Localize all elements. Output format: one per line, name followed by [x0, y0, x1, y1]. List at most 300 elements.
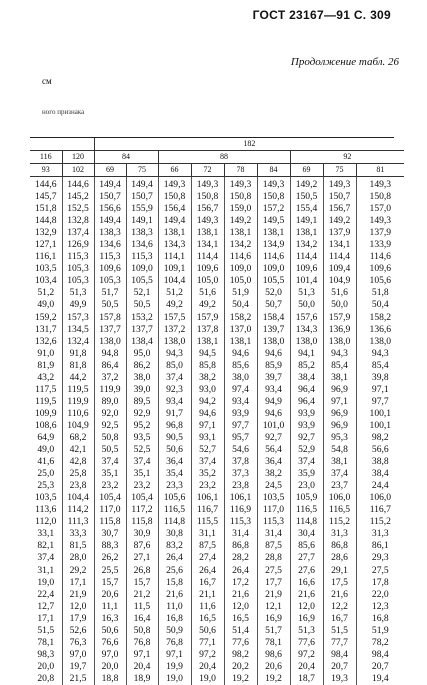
table-cell: 30,4 — [290, 528, 323, 540]
table-cell: 138,1 — [224, 227, 257, 239]
table-cell: 15,8 — [158, 577, 191, 589]
table-cell: 149,1 — [126, 215, 158, 227]
table-cell: 20,0 — [30, 661, 62, 673]
table-cell: 81,8 — [62, 360, 94, 372]
table-row — [30, 625, 404, 637]
table-cell: 96,8 — [158, 420, 191, 432]
table-cell: 97,1 — [371, 383, 389, 395]
header-sub-cell: 93 — [30, 164, 62, 177]
table-row — [30, 360, 404, 372]
table-cell: 51,2 — [30, 287, 62, 299]
table-cell: 87,6 — [126, 540, 158, 552]
table-cell: 134,2 — [224, 239, 257, 251]
table-cell: 18,9 — [126, 673, 158, 685]
table-cell: 35,9 — [290, 468, 323, 480]
table-cell: 95,2 — [126, 420, 158, 432]
table-cell: 85,0 — [158, 360, 191, 372]
table-cell: 51,8 — [371, 287, 389, 299]
table-cell: 110,6 — [62, 408, 94, 420]
table-cell: 109,6 — [290, 263, 323, 275]
table-cell: 51,3 — [290, 287, 323, 299]
table-cell: 155,9 — [126, 203, 158, 215]
table-cell: 50,6 — [94, 625, 126, 637]
table-cell: 103,4 — [30, 275, 62, 287]
table-cell: 31,3 — [323, 528, 356, 540]
table-cell: 157,5 — [158, 312, 191, 324]
table-cell: 20,6 — [257, 661, 290, 673]
table-cell: 31,1 — [30, 565, 62, 577]
table-cell: 25,6 — [158, 565, 191, 577]
table-cell: 19,4 — [371, 672, 389, 684]
table-cell: 106,0 — [323, 492, 356, 504]
table-cell: 16,8 — [371, 612, 389, 624]
table-row — [30, 251, 404, 263]
table-cell: 149,2 — [290, 177, 323, 192]
table-cell: 25,5 — [94, 565, 126, 577]
table-cell: 85,4 — [371, 359, 389, 371]
table-cell: 52,1 — [126, 287, 158, 299]
table-row — [30, 468, 404, 480]
table-row — [30, 203, 404, 215]
table-cell: 21,9 — [257, 589, 290, 601]
table-cell: 30,7 — [94, 528, 126, 540]
table-cell: 50,4 — [371, 299, 389, 311]
table-cell: 117,0 — [94, 504, 126, 516]
table-cell: 96,9 — [323, 420, 356, 432]
table-cell: 109,4 — [323, 263, 356, 275]
table-cell: 114,4 — [323, 251, 356, 263]
header-sub-cell: 78 — [224, 164, 257, 177]
table-cell: 137,7 — [94, 324, 126, 336]
table-cell: 49,2 — [191, 299, 224, 311]
table-cell: 78,1 — [30, 637, 62, 649]
table-cell: 138,0 — [323, 336, 356, 348]
table-cell: 93,4 — [257, 384, 290, 396]
table-cell: 56,4 — [257, 444, 290, 456]
table-cell: 29,1 — [323, 565, 356, 577]
table-cell: 24,5 — [257, 480, 290, 492]
table-cell: 43,2 — [30, 372, 62, 384]
table-cell: 115,3 — [224, 516, 257, 528]
table-cell: 149,4 — [94, 177, 126, 192]
table-cell: 116,7 — [369, 504, 391, 516]
table-cell: 51,5 — [323, 625, 356, 637]
table-cell: 114,1 — [158, 251, 191, 263]
table-row — [30, 601, 404, 613]
table-cell: 150,8 — [224, 191, 257, 203]
table-cell: 28,2 — [224, 552, 257, 564]
table-cell: 37,4 — [30, 552, 62, 564]
table-cell: 109,9 — [30, 408, 62, 420]
table-cell: 136,6 — [369, 323, 392, 335]
table-cell: 103,5 — [30, 492, 62, 504]
table-cell: 138,1 — [158, 227, 191, 239]
table-cell: 100,1 — [369, 419, 392, 431]
table-cell: 159,0 — [224, 203, 257, 215]
table-cell: 149,3 — [369, 215, 392, 227]
table-cell: 24,4 — [371, 480, 389, 492]
header-empty-cell — [30, 138, 94, 151]
table-cell: 38,4 — [290, 372, 323, 384]
table-cell: 50,5 — [126, 299, 158, 311]
table-cell: 23,8 — [62, 480, 94, 492]
table-cell: 19,0 — [30, 577, 62, 589]
table-cell: 16,5 — [224, 613, 257, 625]
table-cell: 94,6 — [257, 408, 290, 420]
table-cell: 26,4 — [191, 565, 224, 577]
table-cell: 145,7 — [30, 191, 62, 203]
table-row — [30, 637, 404, 649]
table-cell: 20,4 — [290, 661, 323, 673]
table-cell: 151,8 — [30, 203, 62, 215]
table-cell: 115,3 — [126, 251, 158, 263]
table-cell: 12,1 — [257, 601, 290, 613]
table-cell: 115,3 — [62, 251, 94, 263]
table-cell: 52,6 — [62, 625, 94, 637]
table-cell: 149,4 — [158, 215, 191, 227]
table-cell: 103,5 — [257, 492, 290, 504]
table-cell: 93,5 — [126, 432, 158, 444]
table-cell: 144,6 — [30, 177, 62, 192]
table-cell: 19,0 — [191, 673, 224, 685]
table-cell: 51,4 — [224, 625, 257, 637]
table-cell: 17,1 — [30, 613, 62, 625]
table-cell: 52,0 — [257, 287, 290, 299]
table-cell: 26,4 — [158, 552, 191, 564]
table-cell: 114,6 — [224, 251, 257, 263]
table-cell: 26,2 — [94, 552, 126, 564]
table-cell: 50,8 — [94, 432, 126, 444]
table-cell: 114,8 — [158, 516, 191, 528]
table-cell: 28,0 — [62, 552, 94, 564]
table-cell: 117,5 — [30, 384, 62, 396]
table-cell: 115,8 — [94, 516, 126, 528]
table-row — [30, 504, 404, 516]
table-cell: 77,7 — [323, 637, 356, 649]
table-cell: 50,8 — [126, 625, 158, 637]
table-cell: 38,8 — [371, 456, 389, 468]
table-cell: 86,8 — [323, 540, 356, 552]
table-cell: 134,3 — [290, 324, 323, 336]
table-continuation-label: Продолжение табл. 26 — [290, 56, 399, 68]
table-cell: 94,5 — [191, 348, 224, 360]
table-cell: 139,7 — [257, 324, 290, 336]
table-cell: 25,8 — [62, 468, 94, 480]
table-cell: 94,6 — [191, 408, 224, 420]
table-cell: 138,0 — [369, 335, 392, 347]
table-row — [30, 540, 404, 552]
table-cell: 150,8 — [257, 191, 290, 203]
table-cell: 76,3 — [62, 637, 94, 649]
table-cell: 52,7 — [191, 444, 224, 456]
table-cell: 20,4 — [126, 661, 158, 673]
table-cell: 93,4 — [224, 396, 257, 408]
table-cell: 92,3 — [158, 384, 191, 396]
table-cell: 83,2 — [158, 540, 191, 552]
table-cell: 27,1 — [126, 552, 158, 564]
table-cell: 50,0 — [290, 299, 323, 311]
table-cell: 134,6 — [126, 239, 158, 251]
column-subtitle: ного признака — [42, 108, 85, 116]
table-cell: 97,0 — [62, 649, 94, 661]
table-cell: 86,1 — [371, 540, 389, 552]
header-sub-cell: 66 — [158, 164, 191, 177]
table-cell: 157,9 — [191, 312, 224, 324]
table-cell: 82,1 — [30, 540, 62, 552]
table-cell: 109,6 — [191, 263, 224, 275]
table-cell: 137,4 — [62, 227, 94, 239]
table-cell: 150,8 — [369, 191, 392, 203]
table-cell: 138,1 — [257, 227, 290, 239]
table-cell: 157,3 — [62, 312, 94, 324]
table-cell: 108,6 — [30, 420, 62, 432]
table-cell: 119,5 — [62, 384, 94, 396]
table-cell: 19,0 — [158, 673, 191, 685]
table-cell: 106,1 — [191, 492, 224, 504]
table-cell: 105,5 — [257, 275, 290, 287]
table-cell: 25,0 — [30, 468, 62, 480]
table-cell: 93,0 — [191, 384, 224, 396]
table-row — [30, 215, 404, 227]
table-cell: 50,6 — [158, 444, 191, 456]
table-cell: 85,6 — [290, 540, 323, 552]
table-cell: 150,7 — [323, 191, 356, 203]
table-cell: 19,2 — [257, 673, 290, 685]
table-cell: 38,1 — [323, 456, 356, 468]
table-cell: 105,4 — [126, 492, 158, 504]
table-cell: 116,7 — [191, 504, 224, 516]
table-cell: 93,9 — [224, 408, 257, 420]
table-row — [30, 673, 404, 685]
table-cell: 16,7 — [191, 577, 224, 589]
table-cell: 149,4 — [126, 177, 158, 192]
table-cell: 114,6 — [369, 251, 391, 263]
table-cell: 29,3 — [371, 552, 389, 564]
table-cell: 23,2 — [191, 480, 224, 492]
table-cell: 97,1 — [323, 396, 356, 408]
table-row — [30, 492, 404, 504]
table-cell: 85,6 — [224, 360, 257, 372]
table-cell: 97,2 — [290, 649, 323, 661]
table-row — [30, 336, 404, 348]
table-cell: 51,3 — [62, 287, 94, 299]
table-cell: 18,7 — [290, 673, 323, 685]
table-cell: 86,8 — [224, 540, 257, 552]
header-sub-cell: 69 — [290, 164, 323, 177]
header-mid-cell: 116 — [30, 151, 62, 164]
table-cell: 19,3 — [323, 673, 356, 685]
table-cell: 138,1 — [191, 227, 224, 239]
table-cell: 19,9 — [158, 661, 191, 673]
table-cell: 27,6 — [290, 565, 323, 577]
table-row — [30, 275, 404, 287]
table-cell: 93,4 — [158, 396, 191, 408]
table-cell: 36,4 — [158, 456, 191, 468]
header-mid-cell: 92 — [290, 151, 404, 164]
table-cell: 119,9 — [94, 384, 126, 396]
table-cell: 105,4 — [94, 492, 126, 504]
table-cell: 16,5 — [191, 613, 224, 625]
table-cell: 138,3 — [94, 227, 126, 239]
table-cell: 21,2 — [126, 589, 158, 601]
table-cell: 98,6 — [257, 649, 290, 661]
table-cell: 126,9 — [62, 239, 94, 251]
table-cell: 51,5 — [30, 625, 62, 637]
table-cell: 138,1 — [191, 336, 224, 348]
table-cell: 64,9 — [30, 432, 62, 444]
table-cell: 98,2 — [371, 431, 389, 443]
table-cell: 51,6 — [191, 287, 224, 299]
table-cell: 95,3 — [323, 432, 356, 444]
table-cell: 16,7 — [323, 613, 356, 625]
table-cell: 78,1 — [257, 637, 290, 649]
table-cell: 94,3 — [371, 347, 389, 359]
table-cell: 149,1 — [290, 215, 323, 227]
table-cell: 111,3 — [62, 516, 94, 528]
table-row — [30, 516, 404, 528]
table-cell: 35,2 — [191, 468, 224, 480]
header-sub-cell: 102 — [62, 164, 94, 177]
table-cell: 94,6 — [224, 348, 257, 360]
header-sub-cell: 75 — [323, 164, 356, 177]
table-row — [30, 552, 404, 564]
table-cell: 12,3 — [371, 600, 389, 612]
table-cell: 93,9 — [290, 420, 323, 432]
table-cell: 150,7 — [94, 191, 126, 203]
table-cell: 89,5 — [126, 396, 158, 408]
table-cell: 149,3 — [191, 177, 224, 192]
table-cell: 133,9 — [369, 239, 392, 251]
table-cell: 20,0 — [94, 661, 126, 673]
table-cell: 105,5 — [126, 275, 158, 287]
table-cell: 37,4 — [323, 468, 356, 480]
table-row — [30, 396, 404, 408]
table-cell: 97,4 — [224, 384, 257, 396]
table-cell: 20,8 — [30, 673, 62, 685]
table-cell: 113,6 — [30, 504, 62, 516]
table-cell: 115,3 — [257, 516, 290, 528]
table-row — [30, 408, 404, 420]
table-cell: 12,0 — [62, 601, 94, 613]
table-cell: 27,5 — [371, 564, 389, 576]
table-cell: 77,6 — [290, 637, 323, 649]
header-sub-cell: 69 — [94, 164, 126, 177]
table-cell: 85,9 — [257, 360, 290, 372]
table-cell: 87,5 — [191, 540, 224, 552]
table-row — [30, 480, 404, 492]
table-cell: 92,7 — [257, 432, 290, 444]
table-cell: 98,4 — [323, 649, 356, 661]
table-cell: 91,0 — [30, 348, 62, 360]
table-cell: 137,9 — [323, 227, 356, 239]
header-mid-cell: 84 — [94, 151, 158, 164]
table-cell: 87,5 — [257, 540, 290, 552]
table-cell: 81,5 — [62, 540, 94, 552]
table-cell: 115,8 — [126, 516, 158, 528]
table-cell: 28,6 — [323, 552, 356, 564]
table-cell: 33,3 — [62, 528, 94, 540]
table-cell: 29,2 — [62, 565, 94, 577]
table-cell: 16,8 — [158, 613, 191, 625]
table-cell: 31,4 — [257, 528, 290, 540]
table-cell: 89,0 — [94, 396, 126, 408]
table-cell: 93,1 — [191, 432, 224, 444]
table-cell: 16,4 — [126, 613, 158, 625]
table-cell: 37,4 — [191, 456, 224, 468]
table-cell: 15,7 — [126, 577, 158, 589]
table-cell: 137,7 — [126, 324, 158, 336]
table-cell: 101,4 — [290, 275, 323, 287]
table-cell: 52,9 — [290, 444, 323, 456]
table-cell: 94,2 — [191, 396, 224, 408]
table-cell: 94,3 — [158, 348, 191, 360]
table-cell: 134,1 — [191, 239, 224, 251]
table-cell: 97,0 — [94, 649, 126, 661]
table-cell: 150,8 — [158, 191, 191, 203]
table-cell: 50,4 — [224, 299, 257, 311]
table-cell: 35,4 — [158, 468, 191, 480]
table-row — [30, 372, 404, 384]
table-row — [30, 177, 404, 192]
table-cell: 137,2 — [158, 324, 191, 336]
table-cell: 17,1 — [62, 577, 94, 589]
table-cell: 131,7 — [30, 324, 62, 336]
table-cell: 137,0 — [224, 324, 257, 336]
table-cell: 42,8 — [62, 456, 94, 468]
table-cell: 50,9 — [158, 625, 191, 637]
table-cell: 23,0 — [290, 480, 323, 492]
table-cell: 51,9 — [224, 287, 257, 299]
table-cell: 156,6 — [94, 203, 126, 215]
table-cell: 138,3 — [126, 227, 158, 239]
table-cell: 11,1 — [94, 601, 126, 613]
table-cell: 85,4 — [323, 360, 356, 372]
table-cell: 38,0 — [224, 372, 257, 384]
table-cell: 77,6 — [224, 637, 257, 649]
table-cell: 138,0 — [290, 336, 323, 348]
table-cell: 158,2 — [369, 311, 392, 323]
table-cell: 97,1 — [191, 420, 224, 432]
table-cell: 105,0 — [224, 275, 257, 287]
table-cell: 116,5 — [323, 504, 356, 516]
table-cell: 116,5 — [158, 504, 191, 516]
table-cell: 138,0 — [94, 336, 126, 348]
table-row — [30, 613, 404, 625]
table-cell: 51,3 — [290, 625, 323, 637]
page-header: ГОСТ 23167—91 С. 309 — [252, 8, 391, 22]
table-cell: 149,3 — [257, 177, 290, 192]
table-cell: 30,8 — [158, 528, 191, 540]
table-cell: 115,5 — [191, 516, 224, 528]
table-cell: 155,4 — [290, 203, 323, 215]
table-cell: 38,2 — [257, 468, 290, 480]
table-cell: 119,9 — [62, 396, 94, 408]
table-cell: 134,3 — [158, 239, 191, 251]
table-cell: 103,5 — [30, 263, 62, 275]
table-cell: 149,3 — [158, 177, 191, 192]
table-cell: 116,9 — [224, 504, 257, 516]
table-cell: 104,4 — [158, 275, 191, 287]
table-cell: 36,4 — [257, 456, 290, 468]
table-cell: 97,2 — [191, 649, 224, 661]
table-cell: 50,0 — [323, 299, 356, 311]
table-cell: 76,8 — [126, 637, 158, 649]
table-cell: 97,1 — [126, 649, 158, 661]
table-cell: 49,9 — [62, 299, 94, 311]
table-row — [30, 239, 404, 251]
table-cell: 17,2 — [224, 577, 257, 589]
table-cell: 12,0 — [290, 601, 323, 613]
